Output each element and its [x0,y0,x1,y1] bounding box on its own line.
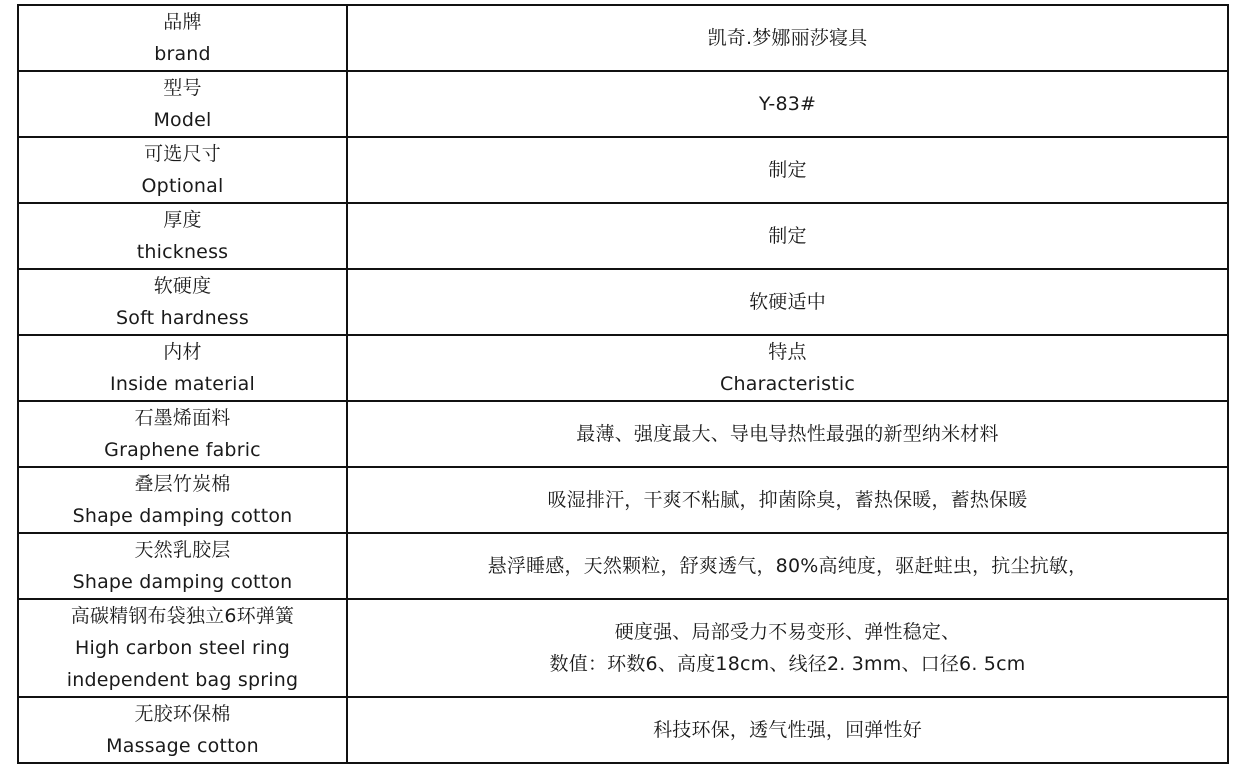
label-cn: 无胶环保棉 [134,703,231,725]
label-cell [18,137,347,203]
label-en: Shape damping cotton [72,505,293,527]
label-en: brand [154,43,211,65]
value-text: 悬浮睡感，天然颗粒，舒爽透气，80%高纯度，驱赶蛀虫，抗尘抗敏， [487,555,1088,577]
value-cell [347,599,1228,697]
label-cn: 叠层竹炭棉 [134,473,231,495]
table-row [18,599,1228,697]
label-en: Model [153,109,212,131]
value-text: 制定 [768,159,807,181]
value-text: 软硬适中 [749,291,826,313]
table-row [18,467,1228,533]
label-cell [18,71,347,137]
label-en: Massage cotton [106,735,259,757]
label-en: thickness [136,241,229,263]
value-cell [347,697,1228,763]
label-cn: 高碳精钢布袋独立6环弹簧 [70,605,295,627]
label-en: Soft hardness [116,307,249,329]
value-text: 制定 [768,225,807,247]
value-text: 硬度强、局部受力不易变形、弹性稳定、 [614,621,961,643]
label-en: High carbon steel ring [74,637,290,659]
label-cn: 石墨烯面料 [134,407,231,429]
value-cell [347,533,1228,599]
value-cell [347,269,1228,335]
label-en: Optional [141,175,224,197]
table-row [18,697,1228,763]
label-cn: 软硬度 [153,275,212,297]
value-cell [347,71,1228,137]
label-cn: 内材 [163,341,202,363]
label-cell [18,5,347,71]
label-en: Inside material [110,373,255,395]
value-text: Y-83# [758,93,817,115]
value-text: Characteristic [720,373,855,395]
label-cell [18,203,347,269]
label-cell [18,269,347,335]
value-text: 特点 [768,341,807,363]
label-cn: 天然乳胶层 [134,539,231,561]
spec-table [17,4,1229,764]
value-cell [347,335,1228,401]
label-cell [18,335,347,401]
label-cn: 厚度 [163,209,202,231]
value-cell [347,203,1228,269]
table-row [18,401,1228,467]
table-row [18,269,1228,335]
value-text: 凯奇.梦娜丽莎寝具 [707,27,868,49]
label-en: Shape damping cotton [72,571,293,593]
value-cell [347,401,1228,467]
label-cn: 品牌 [163,11,202,33]
table-row [18,335,1228,401]
label-cn: 可选尺寸 [144,143,221,165]
label-cell [18,533,347,599]
value-text: 科技环保，透气性强，回弹性好 [653,719,922,741]
value-text: 数值：环数6、高度18cm、线径2. 3mm、口径6. 5cm [549,653,1026,675]
table-row [18,71,1228,137]
value-text: 吸湿排汗，干爽不粘腻，抑菌除臭，蓄热保暖，蓄热保暖 [547,489,1028,511]
label-en: independent bag spring [66,669,299,691]
label-cell [18,697,347,763]
table-row [18,203,1228,269]
value-text: 最薄、强度最大、导电导热性最强的新型纳米材料 [576,423,999,445]
label-cn: 型号 [163,77,202,99]
label-en: Graphene fabric [104,439,261,461]
value-cell [347,5,1228,71]
table-row [18,5,1228,71]
label-cell [18,467,347,533]
value-cell [347,467,1228,533]
label-cell [18,599,347,697]
table-row [18,137,1228,203]
table-row [18,533,1228,599]
label-cell [18,401,347,467]
value-cell [347,137,1228,203]
